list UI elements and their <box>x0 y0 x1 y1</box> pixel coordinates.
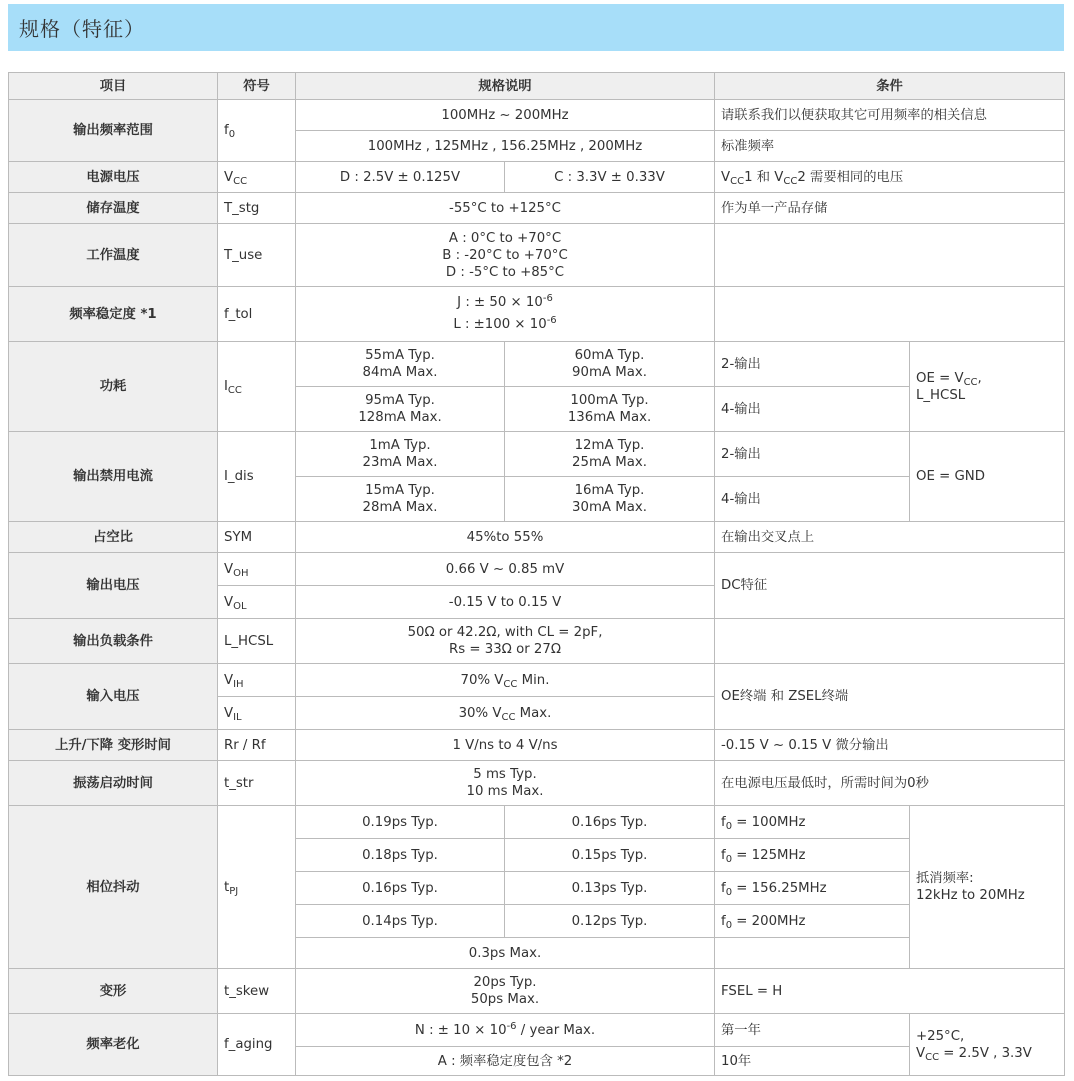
spec-cell: 100MHz ~ 200MHz <box>296 100 715 131</box>
condition-cell: 2-输出 <box>715 432 910 477</box>
spec-cell: 5 ms Typ. 10 ms Max. <box>296 761 715 806</box>
row-item-label: 工作温度 <box>9 224 218 287</box>
spec-cell: 0.13ps Typ. <box>505 872 715 905</box>
row-item-label: 相位抖动 <box>9 806 218 969</box>
table-row <box>9 432 1065 477</box>
condition-cell: 作为单一产品存储 <box>715 193 1065 224</box>
spec-cell: 1 V/ns to 4 V/ns <box>296 730 715 761</box>
spec-cell: N : ± $10 \times 10^{-6}$ / year Max. <box>296 1014 715 1047</box>
condition-cell: 4-输出 <box>715 477 910 522</box>
condition-cell: 标准频率 <box>715 131 1065 162</box>
header-condition: 条件 <box>715 73 1065 100</box>
spec-cell: 0.15ps Typ. <box>505 839 715 872</box>
row-symbol: $f_0$ <box>218 100 296 162</box>
row-item-label: 频率稳定度 *1 <box>9 287 218 342</box>
spec-cell: 60mA Typ. 90mA Max. <box>505 342 715 387</box>
condition-cell: 在电源电压最低时，所需时间为0秒 <box>715 761 1065 806</box>
condition-cell: +25°C, $V_{CC} = 2.5V$ , 3.3V <box>910 1014 1065 1076</box>
condition-cell: 2-输出 <box>715 342 910 387</box>
row-symbol: SYM <box>218 522 296 553</box>
spec-cell: 0.16ps Typ. <box>296 872 505 905</box>
row-item-label: 振荡启动时间 <box>9 761 218 806</box>
condition-cell: OE = GND <box>910 432 1065 522</box>
spec-cell: A : 频率稳定度包含 *2 <box>296 1047 715 1076</box>
row-item-label: 占空比 <box>9 522 218 553</box>
header-symbol: 符号 <box>218 73 296 100</box>
condition-cell: $f_0 = 200MHz$ <box>715 905 910 938</box>
condition-cell: 抵消频率: 12kHz to 20MHz <box>910 806 1065 969</box>
header-item: 项目 <box>9 73 218 100</box>
row-item-label: 输出电压 <box>9 553 218 619</box>
condition-cell <box>715 287 1065 342</box>
table-row <box>9 342 1065 387</box>
table-row <box>9 761 1065 806</box>
row-symbol: f_aging <box>218 1014 296 1076</box>
row-symbol: $V_{IH}$ <box>218 664 296 697</box>
condition-cell: OE终端 和 ZSEL终端 <box>715 664 1065 730</box>
row-symbol: L_HCSL <box>218 619 296 664</box>
table-row <box>9 730 1065 761</box>
table-row <box>9 664 1065 697</box>
row-item-label: 频率老化 <box>9 1014 218 1076</box>
table-row <box>9 287 1065 342</box>
condition-cell: 4-输出 <box>715 387 910 432</box>
table-row <box>9 1014 1065 1047</box>
spec-cell: J : ± $50 \times 10^{-6}$ L : $\pm 100 \times 10^{-6}$ <box>296 287 715 342</box>
spec-cell: 50Ω or 42.2Ω, with CL = 2pF, Rs = 33Ω or 27Ω <box>296 619 715 664</box>
row-item-label: 输出负载条件 <box>9 619 218 664</box>
row-symbol: f_tol <box>218 287 296 342</box>
row-symbol: t_skew <box>218 969 296 1014</box>
row-item-label: 输入电压 <box>9 664 218 730</box>
spec-cell: 0.12ps Typ. <box>505 905 715 938</box>
row-symbol: T_stg <box>218 193 296 224</box>
row-symbol: Rr / Rf <box>218 730 296 761</box>
condition-cell: $f_0 = 125MHz$ <box>715 839 910 872</box>
condition-cell: $f_0 = 100MHz$ <box>715 806 910 839</box>
section-title: 规格（特征） <box>19 17 145 41</box>
spec-cell: 95mA Typ. 128mA Max. <box>296 387 505 432</box>
spec-table <box>8 72 1065 1076</box>
row-item-label: 变形 <box>9 969 218 1014</box>
condition-cell: 请联系我们以便获取其它可用频率的相关信息 <box>715 100 1065 131</box>
condition-cell: OE = $V_{CC}$, L_HCSL <box>910 342 1065 432</box>
spec-cell: 15mA Typ. 28mA Max. <box>296 477 505 522</box>
condition-cell <box>715 938 910 969</box>
row-item-label: 电源电压 <box>9 162 218 193</box>
spec-cell: A : 0°C to +70°C B : -20°C to +70°C D : -5°C to +85°C <box>296 224 715 287</box>
table-row <box>9 522 1065 553</box>
spec-cell: 16mA Typ. 30mA Max. <box>505 477 715 522</box>
row-symbol: $t_{PJ}$ <box>218 806 296 969</box>
condition-cell <box>715 619 1065 664</box>
row-symbol: $V_{IL}$ <box>218 697 296 730</box>
spec-cell: 0.14ps Typ. <box>296 905 505 938</box>
section-title-bar <box>8 4 1064 51</box>
table-row <box>9 100 1065 131</box>
spec-cell: 45%to 55% <box>296 522 715 553</box>
spec-cell: 1mA Typ. 23mA Max. <box>296 432 505 477</box>
row-item-label: 输出禁用电流 <box>9 432 218 522</box>
spec-cell: 70% $V_{CC}$ Min. <box>296 664 715 697</box>
row-symbol: $I_{CC}$ <box>218 342 296 432</box>
spec-cell: 20ps Typ. 50ps Max. <box>296 969 715 1014</box>
condition-cell <box>715 224 1065 287</box>
table-header-row <box>9 73 1065 100</box>
condition-cell: FSEL = H <box>715 969 1065 1014</box>
spec-cell: 0.3ps Max. <box>296 938 715 969</box>
spec-cell: 30% $V_{CC}$ Max. <box>296 697 715 730</box>
row-item-label: 输出频率范围 <box>9 100 218 162</box>
spec-cell: 100MHz , 125MHz , 156.25MHz , 200MHz <box>296 131 715 162</box>
spec-cell: 55mA Typ. 84mA Max. <box>296 342 505 387</box>
spec-cell: 0.16ps Typ. <box>505 806 715 839</box>
spec-cell: -55°C to +125°C <box>296 193 715 224</box>
table-row <box>9 224 1065 287</box>
row-item-label: 上升/下降 变形时间 <box>9 730 218 761</box>
table-row <box>9 553 1065 586</box>
row-symbol: $V_{OL}$ <box>218 586 296 619</box>
spec-cell: 0.66 V ~ 0.85 mV <box>296 553 715 586</box>
spec-cell: 100mA Typ. 136mA Max. <box>505 387 715 432</box>
condition-cell: $V_{CC}1$ 和 $V_{CC}2$ 需要相同的电压 <box>715 162 1065 193</box>
spec-cell: 0.19ps Typ. <box>296 806 505 839</box>
spec-cell: C : 3.3V ± 0.33V <box>505 162 715 193</box>
row-symbol: t_str <box>218 761 296 806</box>
condition-cell: 10年 <box>715 1047 910 1076</box>
row-symbol: T_use <box>218 224 296 287</box>
spec-cell: 12mA Typ. 25mA Max. <box>505 432 715 477</box>
row-item-label: 储存温度 <box>9 193 218 224</box>
row-symbol: $V_{OH}$ <box>218 553 296 586</box>
spec-cell: D : 2.5V ± 0.125V <box>296 162 505 193</box>
condition-cell: 在输出交叉点上 <box>715 522 1065 553</box>
table-row <box>9 162 1065 193</box>
row-symbol: $V_{CC}$ <box>218 162 296 193</box>
condition-cell: DC特征 <box>715 553 1065 619</box>
condition-cell: 第一年 <box>715 1014 910 1047</box>
table-row <box>9 619 1065 664</box>
condition-cell: $f_0 = 156.25MHz$ <box>715 872 910 905</box>
condition-cell: -0.15 V ~ 0.15 V 微分输出 <box>715 730 1065 761</box>
spec-cell: 0.18ps Typ. <box>296 839 505 872</box>
table-row <box>9 806 1065 839</box>
row-item-label: 功耗 <box>9 342 218 432</box>
header-spec: 规格说明 <box>296 73 715 100</box>
row-symbol: I_dis <box>218 432 296 522</box>
table-row <box>9 193 1065 224</box>
spec-cell: -0.15 V to 0.15 V <box>296 586 715 619</box>
table-row <box>9 969 1065 1014</box>
